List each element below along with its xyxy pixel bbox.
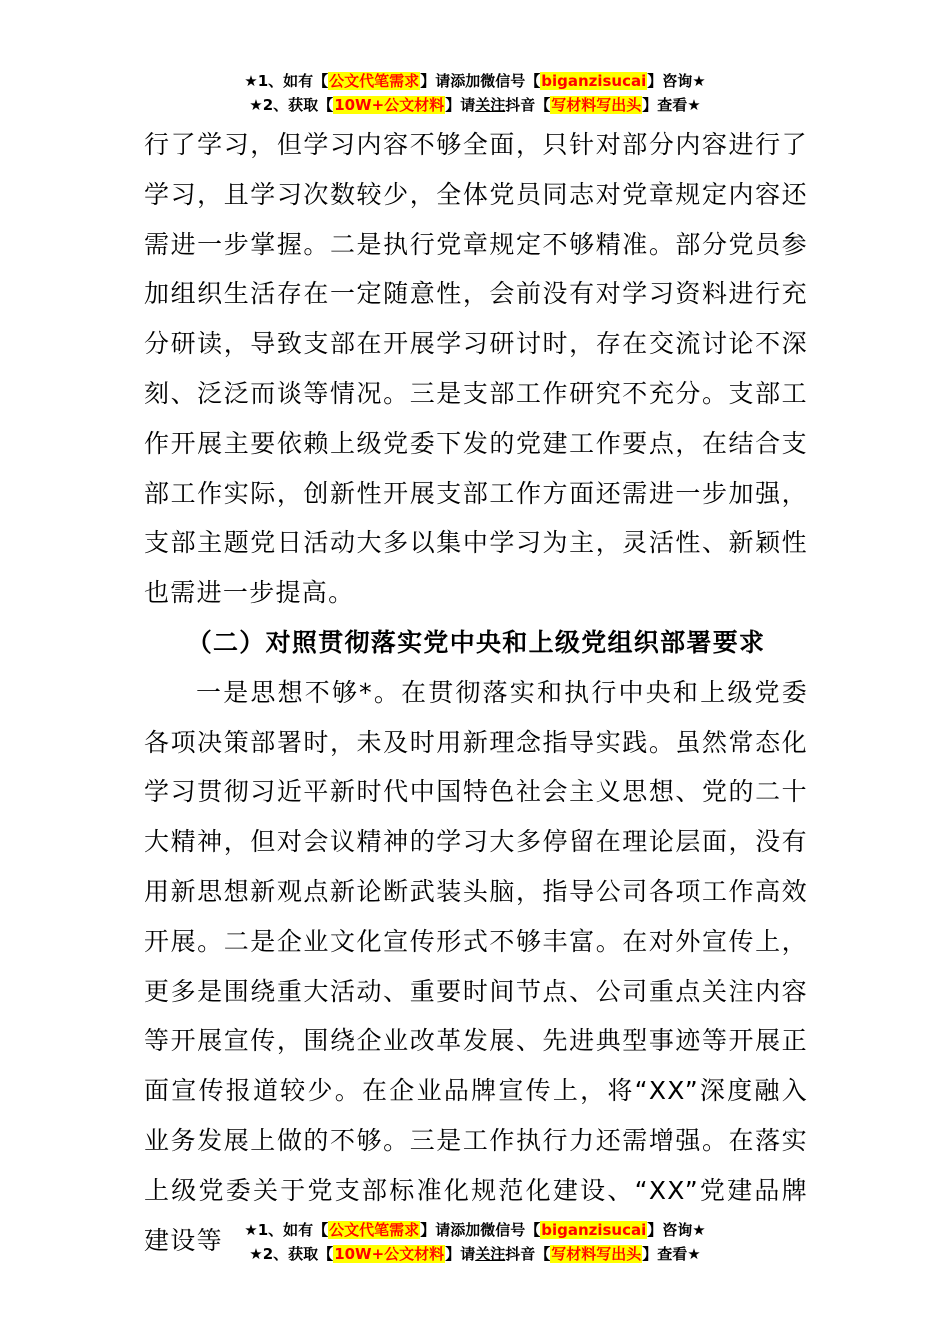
banner-text: 】咨询★	[647, 1221, 706, 1239]
banner-text: 】查看★	[642, 96, 701, 114]
section-heading: （二）对照贯彻落实党中央和上级党组织部署要求	[186, 627, 766, 657]
banner-text: 】请添加微信号【	[420, 1221, 541, 1239]
footer-banner	[0, 1218, 950, 1266]
body-paragraph: 一是思想不够*。在贯彻落实和执行中央和上级党委各项决策部署时，未及时用新理念指导实践。虽然常态化学习贯彻习近平新时代中国特色社会主义思想、党的二十大精神，但对会议精神的学习大多停留在理论层面，没有用新思想新观点新论断武装头脑，指导公司各项工作高效开展。二是企业文化宣传形式不够丰富。在对外宣传上，更多是围绕重大活动、重要时间节点、公司重点关注内容等开展宣传，围绕企业改革发展、先进典型事迹等开展正面宣传报道较少。在企业品牌宣传上，将“XX”深度融入业务发展上做的不够。三是工作执行力还需增强。在落实上级党委关于党支部标准化规范化建设、“XX”党建品牌建设等	[144, 677, 808, 1255]
banner-text: 】咨询★	[647, 72, 706, 90]
banner-highlight: 写材料写出头	[551, 1245, 642, 1263]
document-body	[144, 120, 808, 1265]
banner-underlined-text: 关注	[475, 1245, 506, 1263]
banner-text: 抖音【	[505, 96, 551, 114]
banner-highlight: biganzisucai	[541, 72, 647, 90]
banner-text: 】请添加微信号【	[420, 72, 541, 90]
banner-highlight: 公文代笔需求	[329, 1221, 420, 1239]
banner-text: ★1、如有【	[244, 1221, 329, 1239]
banner-line-2	[0, 93, 950, 117]
body-paragraph: 行了学习，但学习内容不够全面，只针对部分内容进行了学习，且学习次数较少，全体党员同志对党章规定内容还需进一步掌握。二是执行党章规定不够精准。部分党员参加组织生活存在一定随意性，会前没有对学习资料进行充分研读，导致支部在开展学习研讨时，存在交流讨论不深刻、泛泛而谈等情况。三是支部工作研究不充分。支部工作开展主要依赖上级党委下发的党建工作要点，在结合支部工作实际，创新性开展支部工作方面还需进一步加强，支部主题党日活动大多以集中学习为主，灵活性、新颖性也需进一步提高。	[144, 130, 808, 608]
banner-highlight: 公文代笔需求	[329, 72, 420, 90]
banner-text: ★2、获取【	[249, 96, 334, 114]
banner-line-1	[0, 69, 950, 93]
banner-underlined-text: 关注	[475, 96, 506, 114]
banner-highlight: biganzisucai	[541, 1221, 647, 1239]
banner-highlight: 10W+公文材料	[334, 96, 445, 114]
banner-text: 】请	[445, 96, 476, 114]
banner-highlight: 写材料写出头	[551, 96, 642, 114]
header-banner	[0, 69, 950, 117]
banner-text: 】请	[445, 1245, 476, 1263]
banner-line-2	[0, 1242, 950, 1266]
banner-text: ★2、获取【	[249, 1245, 334, 1263]
banner-text: 抖音【	[505, 1245, 551, 1263]
banner-highlight: 10W+公文材料	[334, 1245, 445, 1263]
banner-text: 】查看★	[642, 1245, 701, 1263]
banner-line-1	[0, 1218, 950, 1242]
banner-text: ★1、如有【	[244, 72, 329, 90]
